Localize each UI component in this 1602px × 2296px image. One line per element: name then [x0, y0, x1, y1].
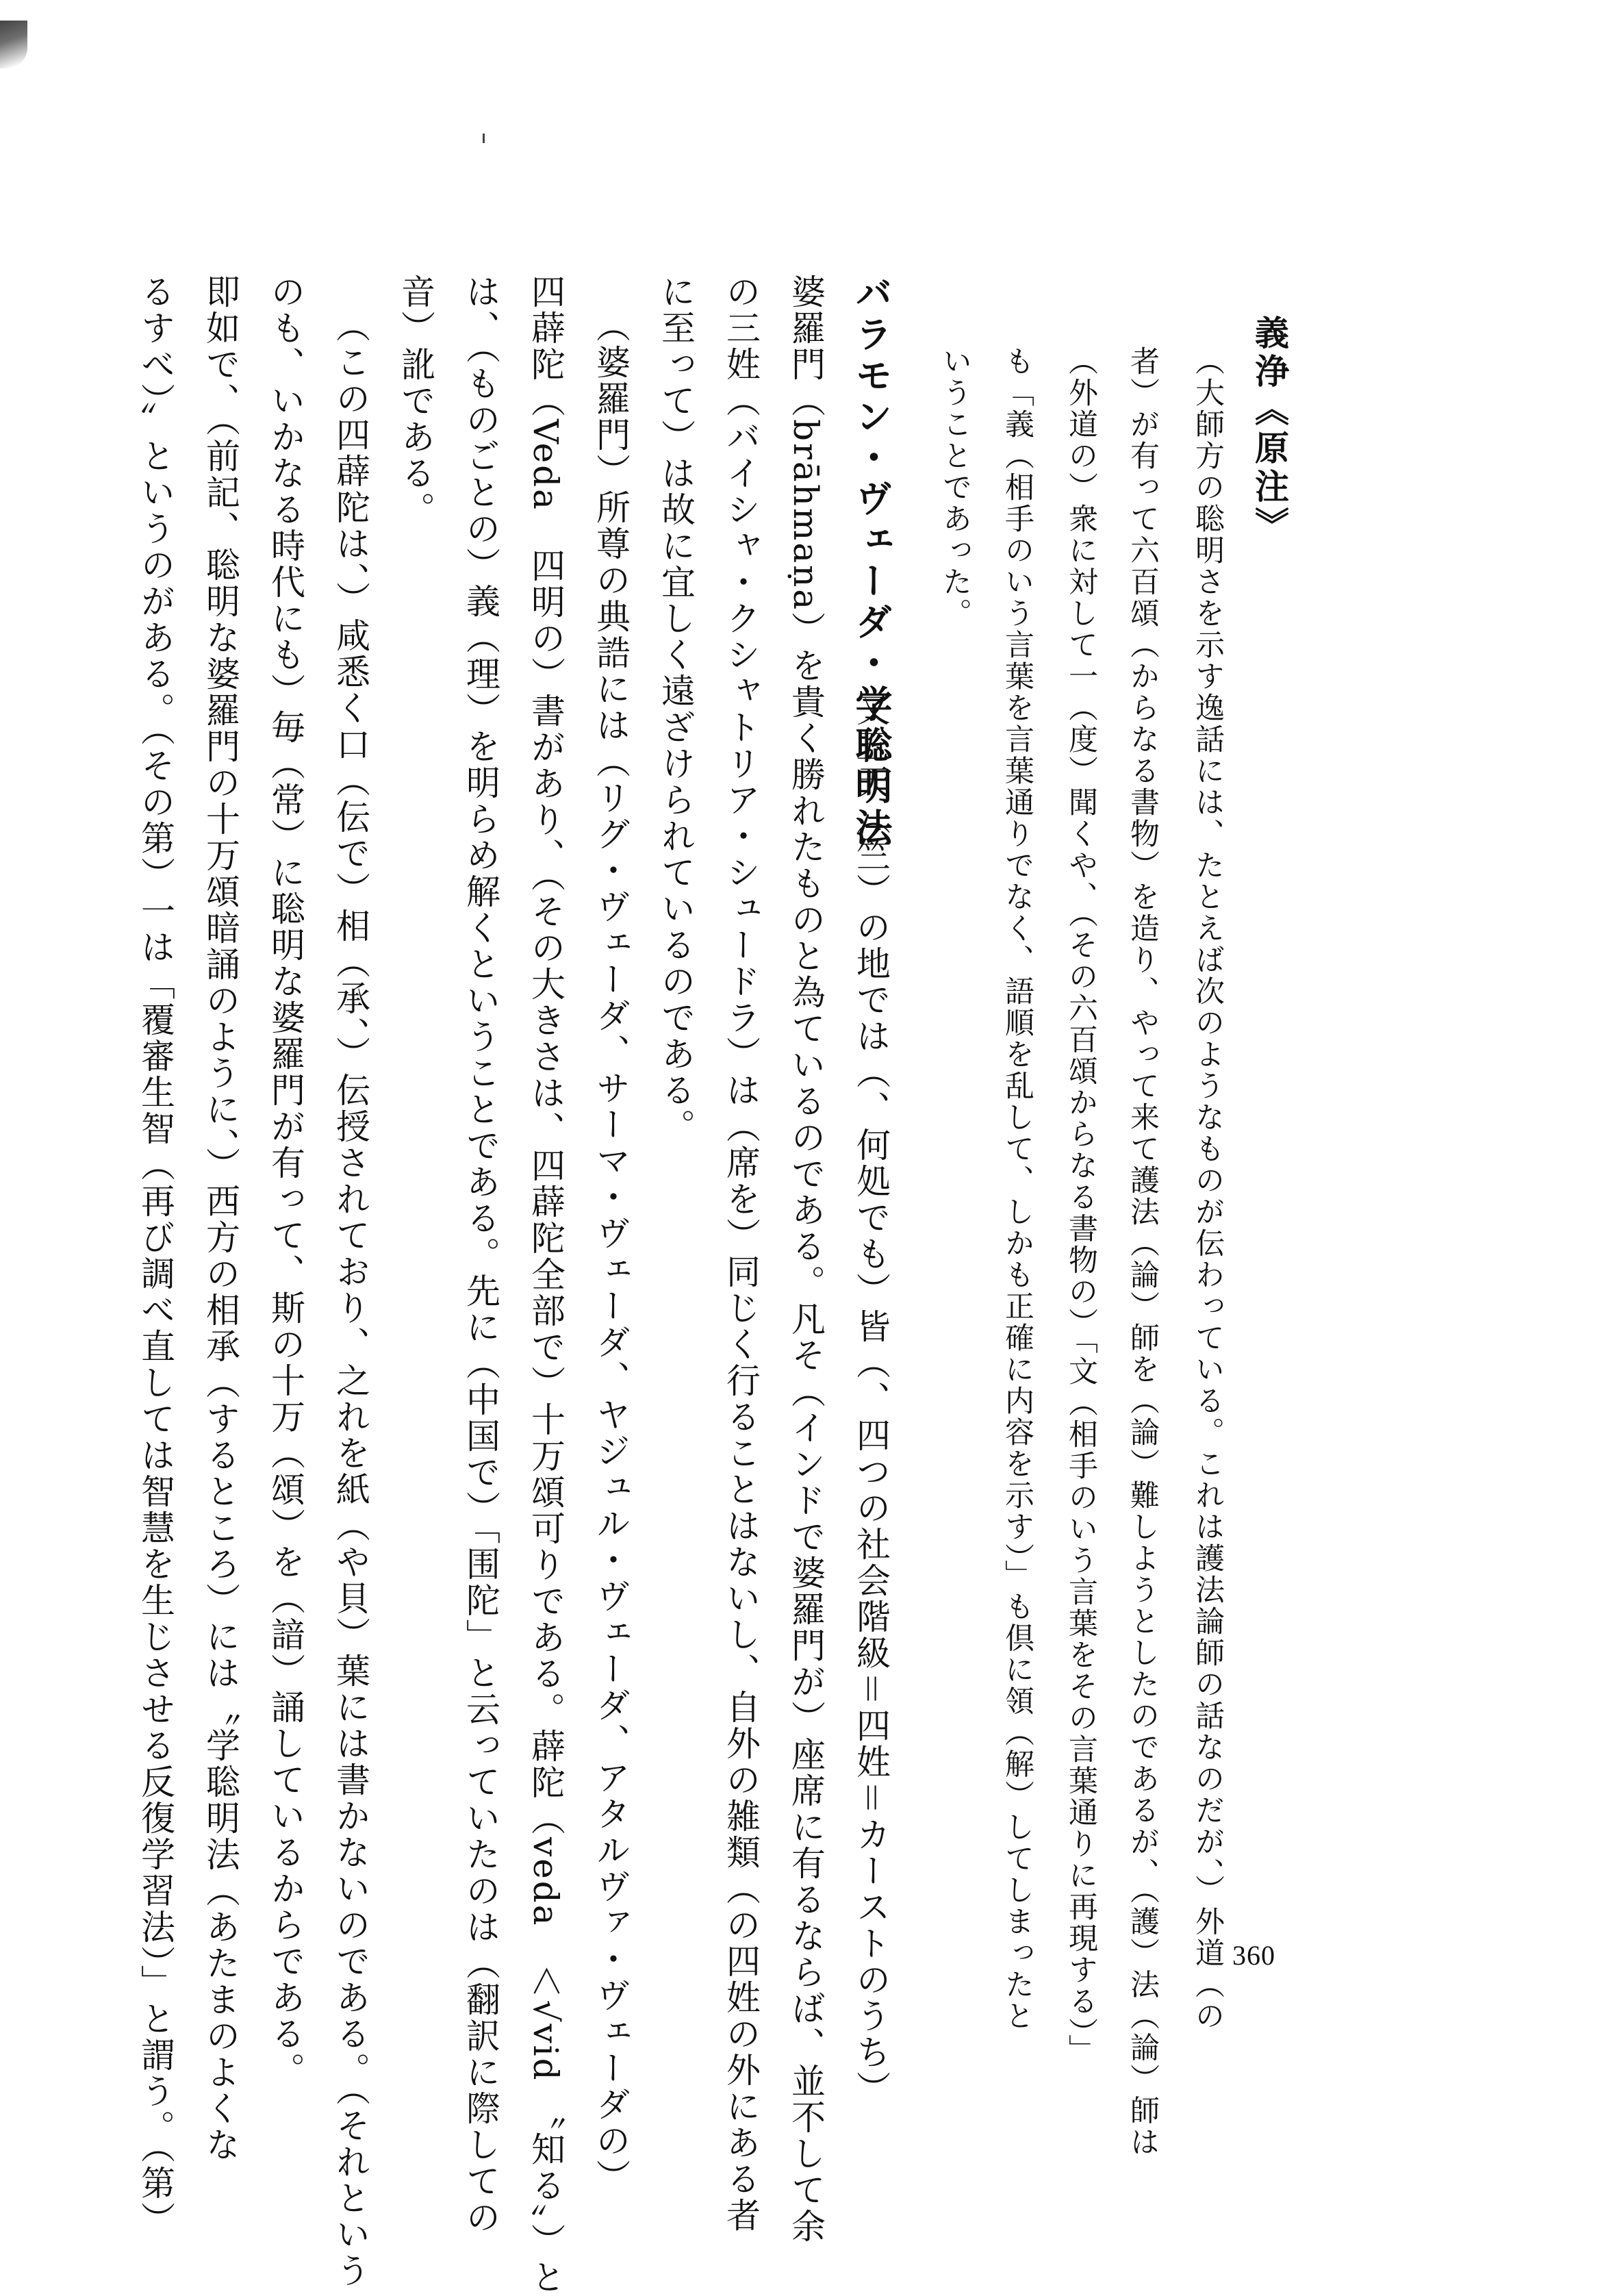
- main-line-8: 音）訛である。: [396, 274, 435, 528]
- main-line-1: 又五天（竺）の地では（、何処でも）皆（、四つの社会階級＝四姓＝カーストのうち）: [851, 692, 891, 2107]
- scan-speck: [483, 134, 485, 143]
- main-line-2: 婆羅門（brāhmaṇa）を貴く勝れたものと為ているのである。凡そ（インドで婆羅門が）座席に有るならば、並不して余: [786, 274, 826, 2245]
- main-line-12: るすべ）〟というのがある。（その第）一は「覆審生智（再び調べ直しては智慧を生じさせる反復学習法）」と謂う。（第）: [136, 274, 175, 2238]
- main-line-9: （この四薜陀は、）咸悉く口（伝で）相（承、）伝授されており、之れを紙（や貝）葉には書かないのである。（それという: [331, 308, 370, 2289]
- section-label: 義浄《原注》: [1249, 315, 1289, 545]
- note-line-4: も「義（相手のいう言葉を言葉通りでなく、語順を乱して、しかも正確に内容を示す）」も倶に領（解）してしまったと: [1000, 346, 1034, 2032]
- main-heading: バラモン・ヴェーダ・学聡明法: [850, 274, 893, 849]
- main-line-11: 即如で、（前記、聡明な婆羅門の十万頌暗誦のように、）西方の相承（するところ）には〝学聡明法（あたまのよくな: [201, 274, 240, 2163]
- note-line-3: （外道の）衆に対して一（度）聞くや、（その六百頌からなる書物の）「文（相手のいう言葉をその言葉通りに再現する）」: [1064, 346, 1098, 2066]
- main-line-7: は、（ものごとの）義（理）を明らめ解くということである。先に（中国で）「围陀」と云っていたのは（翻訳に際しての: [461, 274, 500, 2236]
- main-line-4: に至って）は故に宜しく遠ざけられているのである。: [656, 274, 696, 1145]
- page-number: 360: [1232, 1940, 1275, 1971]
- main-line-5: （婆羅門）所尊の典誥には（リグ・ヴェーダ、サーマ・ヴェーダ、ヤジュル・ヴェーダ、アタルヴァ・ヴェーダの）: [591, 308, 631, 2195]
- note-line-1: （大師方の聡明さを示す逸話には、たとえば次のようなものが伝わっている。これは護法論師の話なのだが、）外道（の: [1191, 346, 1225, 2032]
- scan-edge-mark: [0, 21, 27, 68]
- main-line-10: のも、いかなる時代にも）毎（常）に聡明な婆羅門が有って、斯の十万（頌）を（諳）誦しているからである。: [266, 274, 305, 2089]
- main-line-3: の三姓（バイシャ・クシャトリア・シュードラ）は（席を）同じく行ることはないし、自外の雑類（の四姓の外にある者: [721, 274, 761, 2234]
- note-line-2: 者）が有って六百頌（からなる書物）を造り、やって来て護法（論）師を（論）難しようとしたのであるが、（護）法（論）師は: [1126, 346, 1160, 2158]
- main-line-6: 四薜陀（Veda 四明の）書があり、（その大きさは、四薜陀全部で）十万頌可りである。薜陀（veda ＜√vid 〝知る〟）と: [526, 274, 565, 2296]
- note-line-5: いうことであった。: [938, 346, 972, 629]
